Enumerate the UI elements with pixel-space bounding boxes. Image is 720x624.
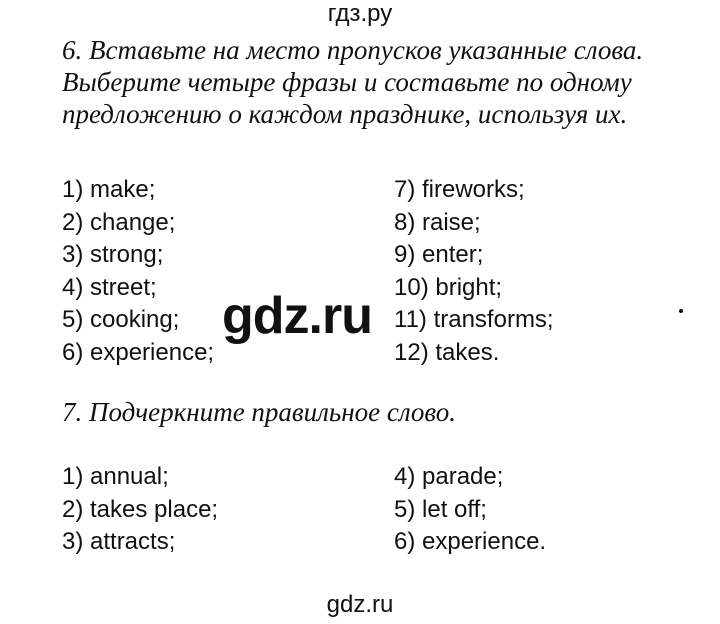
exercise-7-instruction: 7. Подчеркните правильное слово.: [62, 397, 457, 427]
stray-dot: [679, 309, 683, 313]
exercise-7-word-list-left: [62, 461, 218, 559]
word-item: 5) cooking;: [62, 306, 180, 333]
word-item: 6) experience;: [62, 338, 215, 366]
word-item: 5) let off;: [394, 495, 487, 523]
word-item: 6) experience.: [394, 528, 547, 555]
word-item: 12) takes.: [394, 338, 500, 366]
watermark-middle: gdz.ru: [222, 287, 372, 345]
exercise-7-word-list-right: [394, 461, 546, 559]
word-item: 9) enter;: [394, 241, 484, 268]
word-item: 4) parade;: [394, 463, 504, 490]
word-item: 3) strong;: [62, 241, 164, 268]
word-item: 10) bright;: [394, 273, 503, 301]
word-item: 1) annual;: [62, 463, 169, 490]
watermark-top: гдз.ру: [327, 0, 393, 27]
word-item: 7) fireworks;: [394, 176, 525, 203]
word-item: 4) street;: [62, 273, 157, 301]
word-item: 2) takes place;: [62, 495, 219, 523]
word-item: 1) make;: [62, 176, 156, 203]
exercise-6-word-list-right: [394, 174, 554, 369]
word-item: 2) change;: [62, 208, 176, 236]
watermark-bottom: gdz.ru: [326, 591, 394, 618]
word-item: 11) transforms;: [394, 306, 554, 333]
exercise-6-word-list-left: [62, 174, 214, 369]
word-item: 3) attracts;: [62, 528, 176, 555]
word-item: 8) raise;: [394, 208, 481, 236]
exercise-6-instruction: 6. Вставьте на место пропусков указанные слова. Выберите четыре фразы и составьте по одному предложению о каждом празднике, используя их.: [62, 35, 644, 129]
